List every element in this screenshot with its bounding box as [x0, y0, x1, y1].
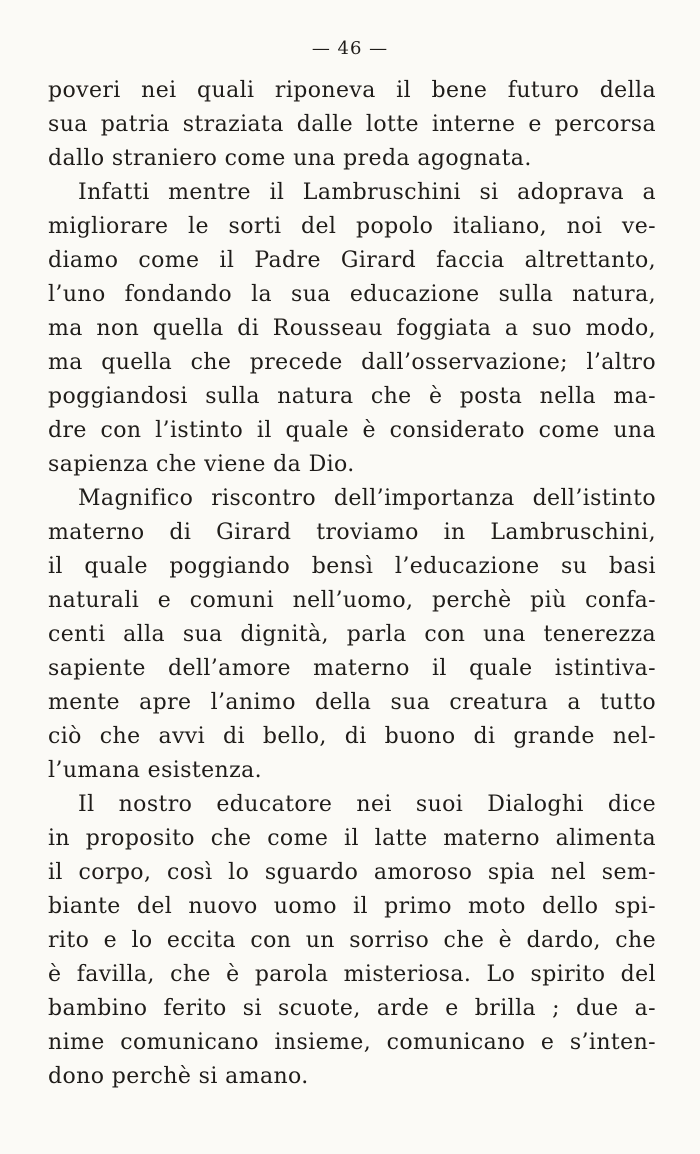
text-line: naturali e comuni nell’uomo, perchè più confa-	[48, 588, 656, 613]
text-line: migliorare le sorti del popolo italiano, noi ve-	[48, 214, 656, 239]
text-line: rito e lo eccita con un sorriso che è dardo, che	[48, 928, 656, 953]
text-line: il quale poggiando bensì l’educazione su basi	[48, 554, 656, 579]
text-line: l’uno fondando la sua educazione sulla natura,	[48, 282, 656, 307]
text-line: diamo come il Padre Girard faccia altrettanto,	[48, 248, 656, 273]
text-line: nime comunicano insieme, comunicano e s’inten-	[48, 1030, 656, 1055]
text-line: sapienza che viene da Dio.	[48, 452, 355, 477]
text-line: Il nostro educatore nei suoi Dialoghi dice	[78, 792, 656, 817]
text-line: ciò che avvi di bello, di buono di grande nel-	[48, 724, 656, 749]
text-line: dallo straniero come una preda agognata.	[48, 146, 532, 171]
text-line: mente apre l’animo della sua creatura a tutto	[48, 690, 656, 715]
text-line: è favilla, che è parola misteriosa. Lo spirito del	[48, 962, 656, 987]
text-line: bambino ferito si scuote, arde e brilla ; due a-	[48, 996, 656, 1021]
text-line: il corpo, così lo sguardo amoroso spia nel sem-	[48, 860, 656, 885]
text-line: sapiente dell’amore materno il quale istintiva-	[48, 656, 656, 681]
text-line: sua patria straziata dalle lotte interne e percorsa	[48, 112, 656, 137]
page-number: — 46 —	[311, 38, 389, 59]
text-line: Infatti mentre il Lambruschini si adoprava a	[78, 180, 656, 205]
text-line: in proposito che come il latte materno alimenta	[48, 826, 656, 851]
text-line: poveri nei quali riponeva il bene futuro della	[48, 78, 656, 103]
text-line: ma non quella di Rousseau foggiata a suo modo,	[48, 316, 656, 341]
text-line: Magnifico riscontro dell’importanza dell’istinto	[78, 486, 656, 511]
text-line: dre con l’istinto il quale è considerato come una	[48, 418, 656, 443]
text-line: dono perchè si amano.	[48, 1064, 309, 1089]
text-line: centi alla sua dignità, parla con una tenerezza	[48, 622, 656, 647]
text-line: biante del nuovo uomo il primo moto dello spi-	[48, 894, 656, 919]
body-text	[48, 74, 656, 1094]
text-line: poggiandosi sulla natura che è posta nella ma-	[48, 384, 656, 409]
text-line: materno di Girard troviamo in Lambruschini,	[48, 520, 656, 545]
text-line: ma quella che precede dall’osservazione; l’altro	[48, 350, 656, 375]
text-line: l’umana esistenza.	[48, 758, 263, 783]
